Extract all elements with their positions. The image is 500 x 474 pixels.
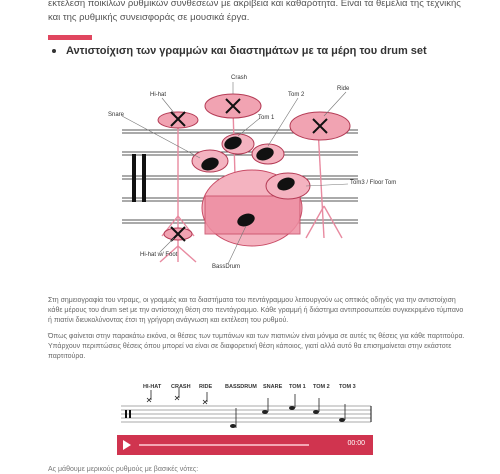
bullet-icon bbox=[52, 49, 56, 53]
staff-label-snare: SNARE bbox=[263, 384, 283, 390]
section-heading-text: Αντιστοίχιση των γραμμών και διαστημάτων με τα μέρη του drum set bbox=[66, 45, 427, 57]
label-hi-hat-foot: Hi-hat w/ Foot bbox=[140, 252, 178, 258]
staff-label-tom1: TOM 1 bbox=[289, 384, 306, 390]
tom3-notehead bbox=[339, 418, 345, 422]
percussion-clef-bar-left bbox=[132, 154, 136, 202]
play-icon[interactable] bbox=[123, 440, 131, 450]
crash-x-notehead bbox=[175, 396, 179, 400]
section-heading bbox=[52, 45, 427, 57]
label-bass-drum: BassDrum bbox=[212, 264, 241, 270]
accent-bar bbox=[48, 35, 92, 40]
staff-label-tom2: TOM 2 bbox=[313, 384, 330, 390]
staff-label-tom3: TOM 3 bbox=[339, 384, 356, 390]
hi-hat-x-notehead bbox=[147, 398, 151, 402]
label-tom2: Tom 2 bbox=[288, 92, 305, 98]
notation-staff-figure bbox=[117, 382, 375, 432]
notation-clef-right bbox=[129, 410, 131, 418]
audio-player bbox=[117, 435, 373, 455]
footer-text: Ας μάθουμε μερικούς ρυθμούς με βασικές νότες: bbox=[48, 466, 199, 473]
paragraph-2: Όπως φαίνεται στην παρακάτω εικόνα, οι θέσεις των τυμπάνων και των πιατινιών είναι μόνιμα σε αυτές τις θέσεις για κάθε παρτιτούρα. Υπάρχουν περιπτώσεις θέσεις όπου μπορεί να είναι σε διαφορετική θέση κάποιος, γιατί αλλά αυτό θα επισημαίνεται στην εκάστοτε παρτιτούρα. bbox=[48, 333, 465, 360]
ride-x-notehead bbox=[203, 400, 207, 404]
paragraph-1: Στη σημειογραφία του ντραμς, οι γραμμές και τα διαστήματα του πεντάγραμμου λειτουργούν ως οπτικός οδηγός για την αντιστοίχιση κάθε μέρους του drum set με την αντίστοιχη θέση στο πεντάγραμμο. Κάθε γραμμή ή διάστημα αντιπροσωπεύει συγκεκριμένο τύμπανο ή πιατίνι διευκολύνοντας έτσι τη γρήγορη ανάγνωση και εκτέλεση του ρυθμού. bbox=[48, 297, 464, 324]
tom2-notehead bbox=[313, 410, 319, 414]
drum-set-diagram bbox=[100, 66, 400, 286]
staff-label-ride: RIDE bbox=[199, 384, 213, 390]
snare-notehead bbox=[262, 410, 268, 414]
audio-time: 00:00 bbox=[347, 440, 365, 447]
label-snare: Snare bbox=[108, 112, 125, 118]
notation-clef-left bbox=[125, 410, 127, 418]
label-floor-tom: Tom3 / Floor Tom bbox=[350, 180, 397, 186]
audio-progress-bar[interactable] bbox=[139, 444, 309, 446]
label-tom1: Tom 1 bbox=[258, 115, 275, 121]
tom1-notehead bbox=[289, 406, 295, 410]
intro-text: εκτέλεση ποικίλων ρυθμικών συνθέσεων με ακρίβεια και καθαρότητα. Είναι τα θεμέλια της τεχνικής και της ρυθμικής συνεισφοράς σε μουσικά έργα. bbox=[48, 0, 461, 23]
bassdrum-notehead bbox=[230, 424, 236, 428]
notation-labels bbox=[143, 384, 356, 390]
label-hi-hat: Hi-hat bbox=[150, 92, 167, 98]
staff-label-bassdrum: BASSDRUM bbox=[225, 384, 257, 390]
notation-staff-lines bbox=[121, 406, 371, 422]
notation-filled-noteheads bbox=[230, 406, 345, 428]
label-ride: Ride bbox=[337, 86, 350, 92]
percussion-clef-bar-right bbox=[142, 154, 146, 202]
staff-label-hi-hat: HI-HAT bbox=[143, 384, 162, 390]
label-crash: Crash bbox=[231, 75, 248, 81]
staff-label-crash: CRASH bbox=[171, 384, 191, 390]
